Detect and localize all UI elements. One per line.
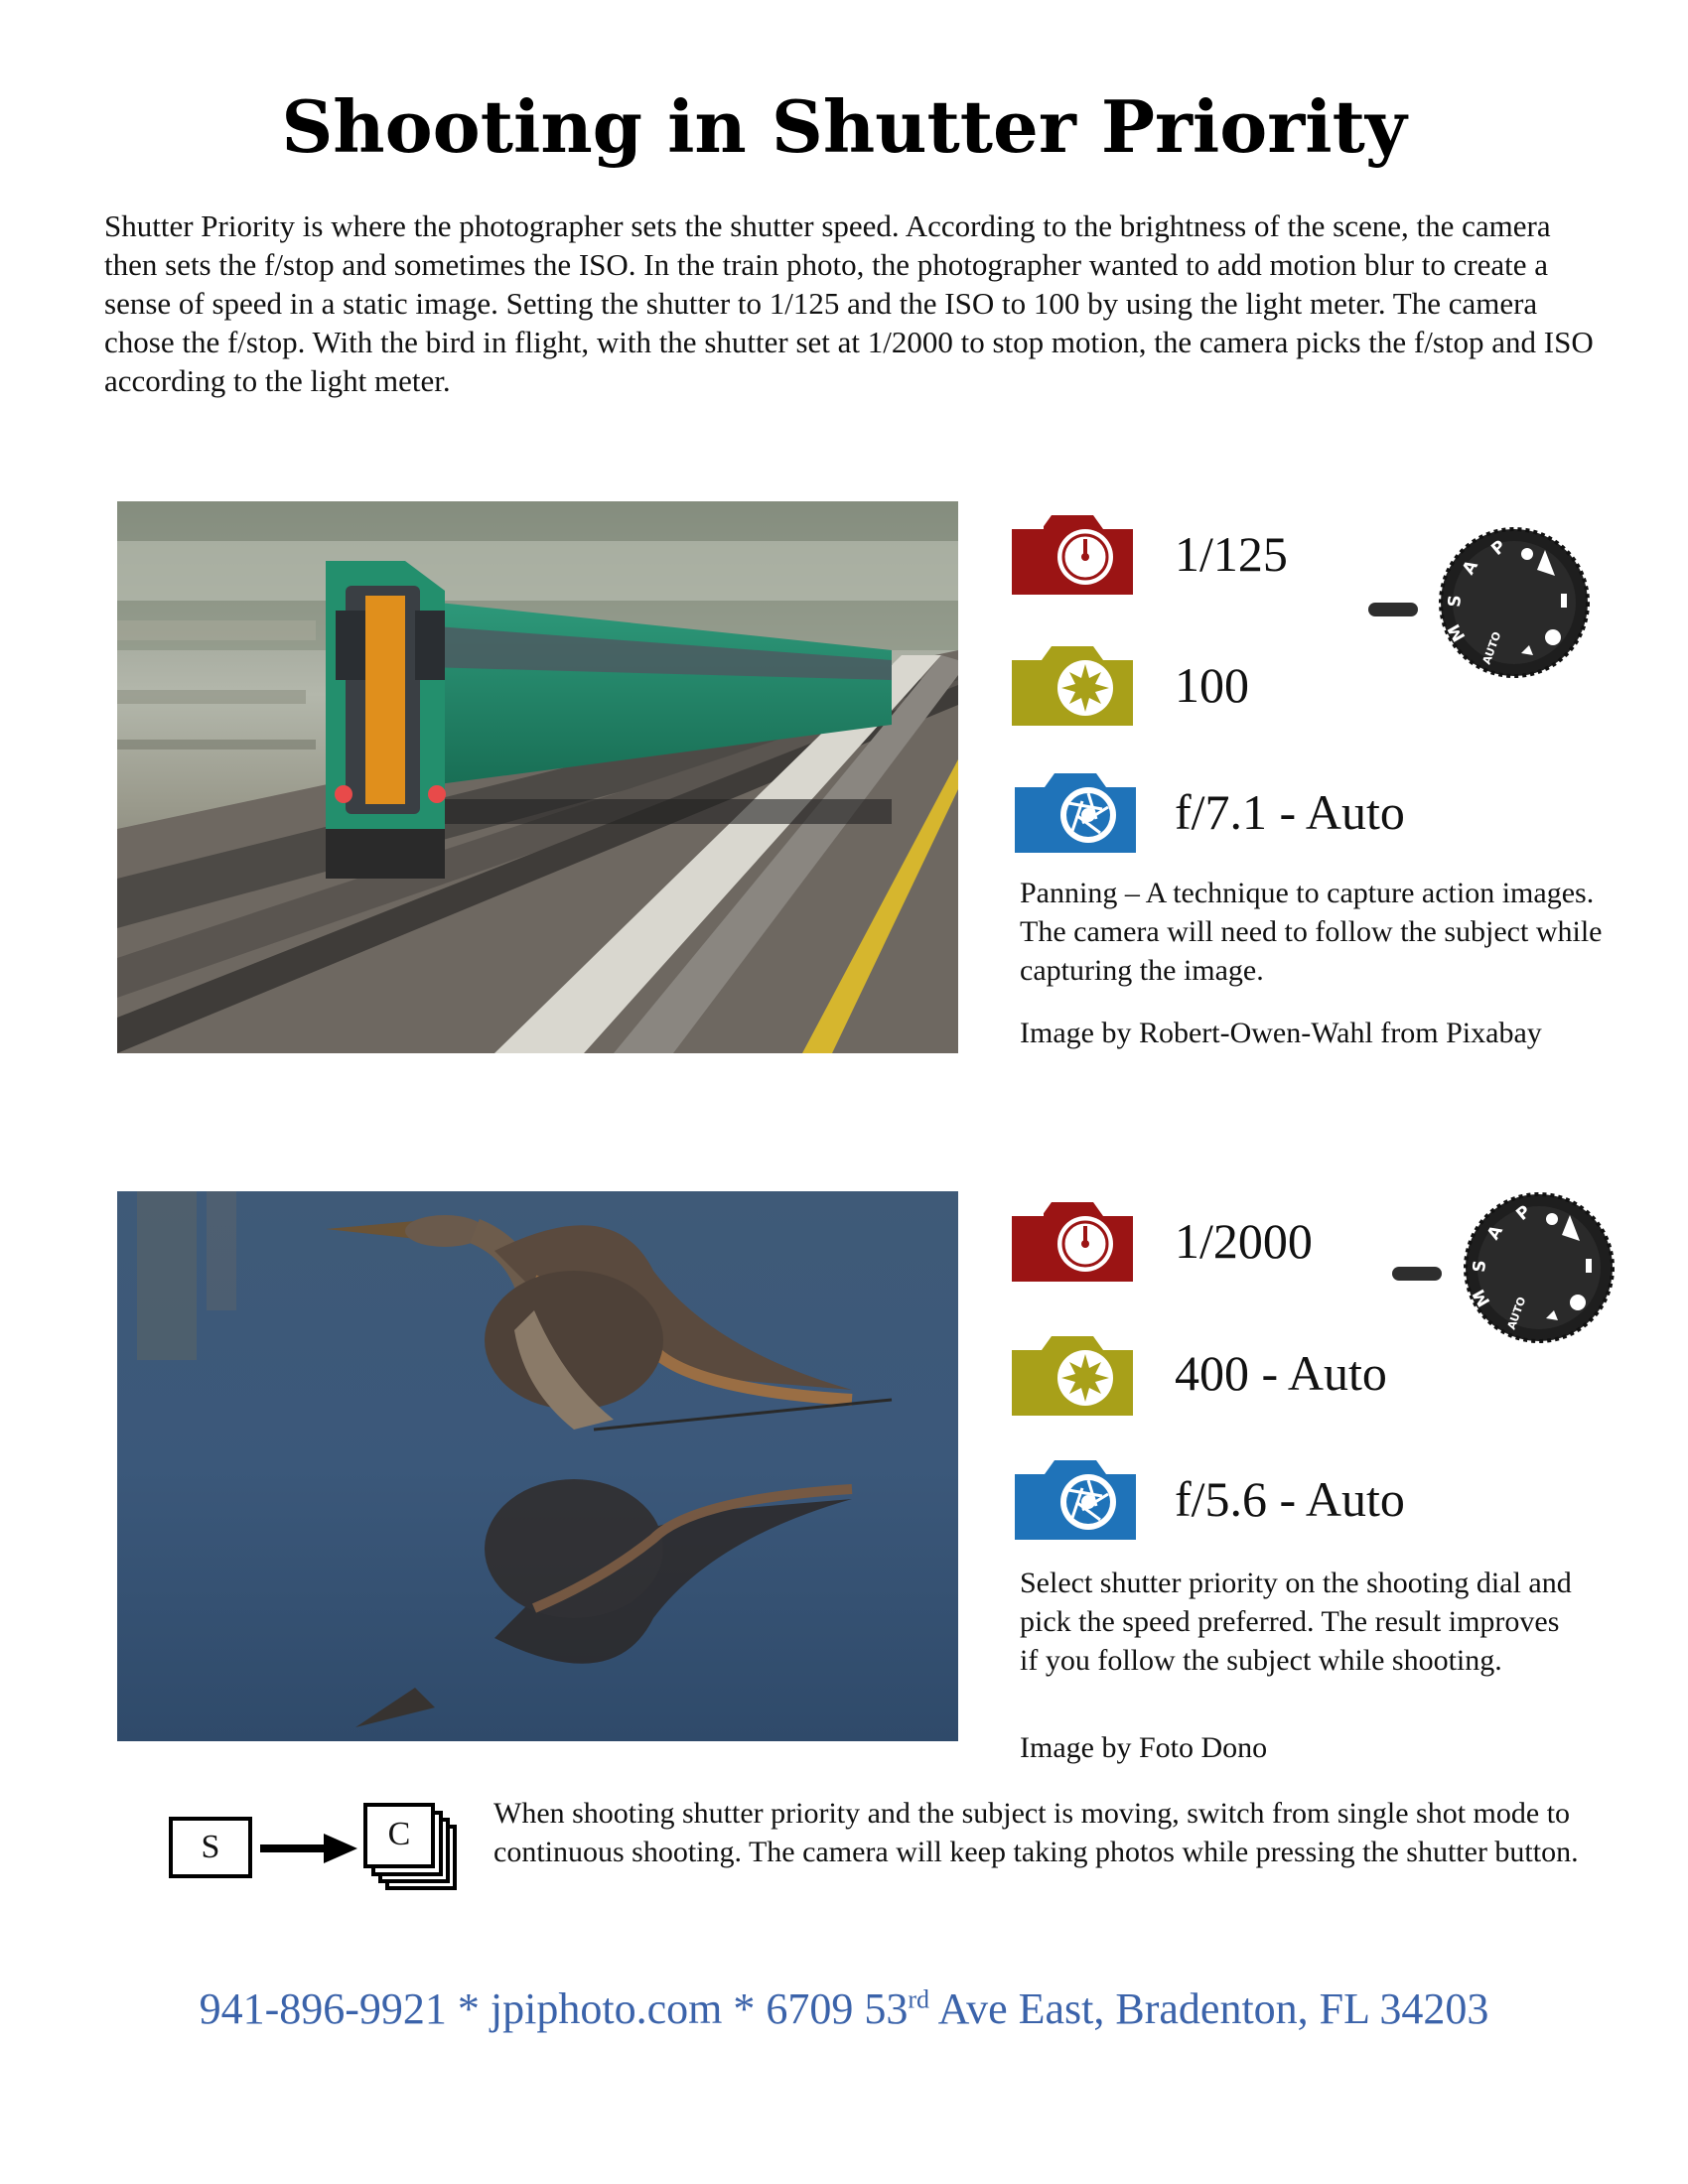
iso-value: 400 - Auto <box>1175 1345 1387 1401</box>
shutter-speed-value: 1/125 <box>1175 526 1288 582</box>
intro-paragraph: Shutter Priority is where the photographer sets the shutter speed. According to the brightness of the scene, the camera then sets the f/stop and sometimes the ISO. In the train photo, the photographer wanted to add motion blur to create a sense of speed in a static image. Setting the shutter to 1/125 and the ISO to 100 by using the light meter. The camera chose the f/stop. With the bird in flight, with the shutter set at 1/2000 to stop motion, the camera picks the f/stop and ISO according to the light meter. <box>104 208 1594 398</box>
dial-label-p: P <box>1512 1201 1535 1225</box>
heron-photo <box>117 1191 958 1741</box>
footer-address-rest: Ave East, Bradenton, FL 34203 <box>929 1984 1489 2033</box>
continuous-label: C <box>387 1816 411 1852</box>
footer-phone: 941-896-9921 <box>199 1984 447 2033</box>
dial-label-s: S <box>1470 1259 1491 1274</box>
section-1-description: Panning – A technique to capture action images. The camera will need to follow the subject while capturing the image. <box>1020 877 1603 987</box>
footer-address-number: 6709 53 <box>766 1984 909 2033</box>
aperture-icon <box>1011 1444 1140 1544</box>
continuous-mode-icon <box>363 1803 459 1894</box>
section-2-credit: Image by Foto Dono <box>1020 1731 1268 1764</box>
shutter-speed-icon <box>1008 1186 1137 1286</box>
shutter-speed-icon <box>1008 499 1137 599</box>
dial-indicator-icon <box>1392 1267 1442 1281</box>
dial-label-p: P <box>1487 536 1510 560</box>
footer-contact <box>0 1983 1688 2034</box>
drive-mode-description: When shooting shutter priority and the subject is moving, switch from single shot mode to continuous shooting. The camera will keep taking photos while pressing the shutter button. <box>493 1797 1579 1868</box>
section-1-credit: Image by Robert-Owen-Wahl from Pixabay <box>1020 1017 1542 1049</box>
arrow-right-icon <box>260 1832 359 1865</box>
footer-separator: * <box>722 1984 767 2033</box>
train-photo <box>117 501 958 1053</box>
aperture-value: f/5.6 - Auto <box>1175 1471 1405 1527</box>
dial-label-a: A <box>1483 1222 1507 1244</box>
mode-dial-icon <box>1463 1191 1617 1345</box>
dial-label-auto: AUTO <box>1504 1295 1529 1332</box>
iso-icon <box>1008 630 1137 730</box>
footer-separator: * <box>446 1984 491 2033</box>
dial-label-a: A <box>1459 557 1482 579</box>
iso-icon <box>1008 1320 1137 1420</box>
page-title: Shooting in Shutter Priority <box>281 84 1407 169</box>
dial-label-auto: AUTO <box>1479 629 1504 667</box>
aperture-value: f/7.1 - Auto <box>1175 784 1405 840</box>
footer-website-link[interactable]: jpiphoto.com <box>490 1984 723 2033</box>
dial-label-s: S <box>1445 594 1467 609</box>
iso-value: 100 <box>1175 657 1249 713</box>
section-2-description: Select shutter priority on the shooting dial and pick the speed preferred. The result improves if you follow the subject while shooting. <box>1020 1567 1572 1677</box>
dial-label-m: M <box>1444 619 1471 645</box>
dial-indicator-icon <box>1368 603 1418 616</box>
mode-dial-icon <box>1438 526 1592 680</box>
dial-label-m: M <box>1469 1285 1495 1310</box>
shutter-speed-value: 1/2000 <box>1175 1213 1313 1269</box>
footer-address-suffix: rd <box>908 1984 930 2014</box>
single-shot-mode-icon <box>169 1817 252 1878</box>
single-shot-label: S <box>201 1829 220 1865</box>
aperture-icon <box>1011 757 1140 857</box>
